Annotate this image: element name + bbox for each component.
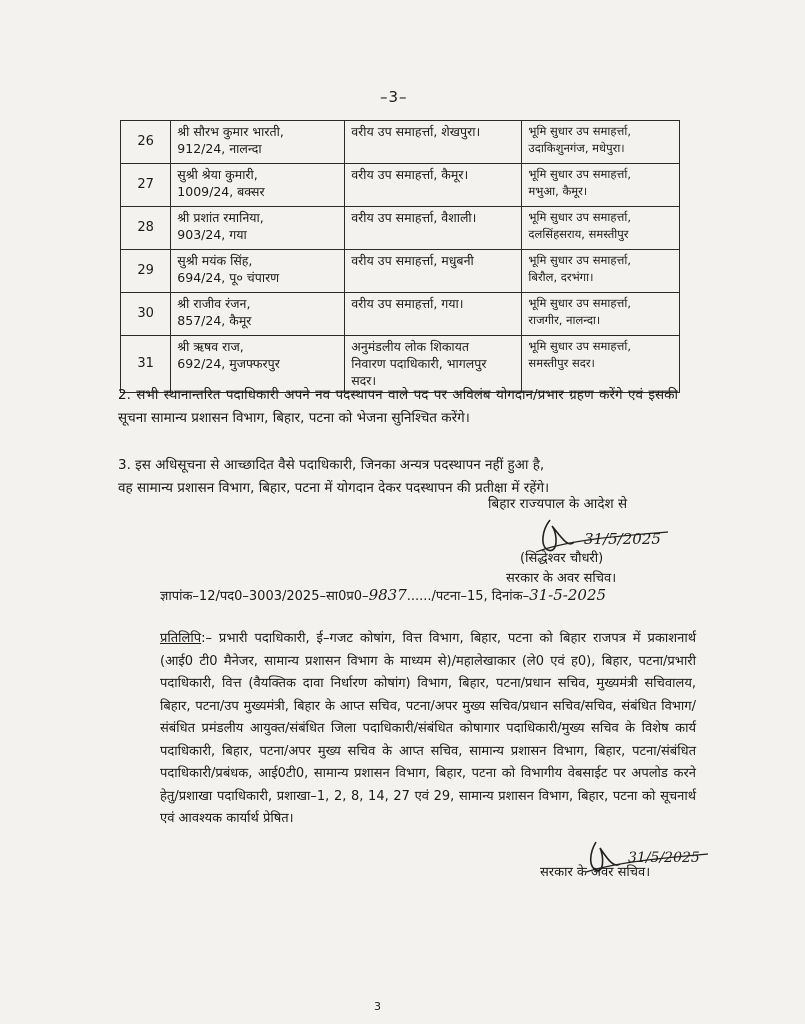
new-post-cell	[522, 207, 680, 250]
new-post-line-2: मभुआ, कैमूर।	[528, 184, 588, 198]
table-row	[121, 293, 680, 336]
current-post-cell	[345, 164, 522, 207]
serial-number: 29	[121, 250, 171, 293]
new-post-cell	[522, 293, 680, 336]
page-number: 3	[374, 1000, 381, 1013]
current-post-line-3: सदर।	[351, 373, 377, 388]
paragraph-2: 2. सभी स्थानान्तरित पदाधिकारी अपने नव पदस्थापन वाले पद पर अविलंब योगदान/प्रभार ग्रहण करेंगे एवं इसकी सूचना सामान्य प्रशासन विभाग, बिहार, पटना को भेजना सुनिश्चित करेंगे।	[118, 387, 678, 426]
new-post-line-1: भूमि सुधार उप समाहर्त्ता,	[528, 339, 632, 353]
officer-name: सुश्री श्रेया कुमारी,	[177, 167, 258, 182]
new-post-line-1: भूमि सुधार उप समाहर्त्ता,	[528, 210, 632, 224]
new-post-line-1: भूमि सुधार उप समाहर्त्ता,	[528, 167, 632, 181]
current-post-line-1: वरीय उप समाहर्त्ता, गया।	[351, 296, 464, 311]
signature-date: 31/5/2025	[584, 530, 661, 548]
copy-label: प्रतिलिपि	[160, 631, 202, 646]
signature-2-date: 31/5/2025	[628, 850, 700, 866]
new-post-line-1: भूमि सुधार उप समाहर्त्ता,	[528, 296, 632, 310]
current-post-cell	[345, 293, 522, 336]
current-post-line-1: वरीय उप समाहर्त्ता, वैशाली।	[351, 210, 477, 225]
officer-cell	[171, 164, 345, 207]
officer-batch-home: 694/24, पू० चंपारण	[177, 270, 280, 285]
officer-cell	[171, 207, 345, 250]
page-marker: –3–	[380, 88, 408, 106]
copy-distribution	[160, 628, 696, 831]
table-row	[121, 250, 680, 293]
paragraph-3-line-1: 3. इस अधिसूचना से आच्छादित वैसे पदाधिकारी, जिनका अन्यत्र पदस्थापन नहीं हुआ है,	[118, 457, 545, 473]
current-post-cell	[345, 121, 522, 164]
officer-batch-home: 692/24, मुजफ्फरपुर	[177, 356, 280, 371]
memo-number: 9837	[368, 586, 407, 604]
memo-prefix: ज्ञापांक–12/पद0–3003/2025–सा0प्र0–	[160, 589, 369, 604]
new-post-cell	[522, 250, 680, 293]
officer-batch-home: 912/24, नालन्दा	[177, 141, 262, 156]
officer-name: श्री राजीव रंजन,	[177, 296, 251, 311]
officer-name: श्री सौरभ कुमार भारती,	[177, 124, 284, 139]
current-post-cell	[345, 207, 522, 250]
transfer-table	[120, 120, 680, 393]
current-post-line-1: अनुमंडलीय लोक शिकायत	[351, 339, 470, 354]
serial-number: 26	[121, 121, 171, 164]
new-post-line-2: उदाकिशुनगंज, मधेपुरा।	[528, 141, 625, 155]
officer-batch-home: 1009/24, बक्सर	[177, 184, 265, 199]
current-post-line-2: निवारण पदाधिकारी, भागलपुर	[351, 356, 487, 371]
current-post-line-1: वरीय उप समाहर्त्ता, मधुबनी	[351, 253, 474, 268]
officer-cell	[171, 293, 345, 336]
new-post-line-2: दलसिंहसराय, समस्तीपुर	[528, 227, 629, 241]
officer-name: सुश्री मयंक सिंह,	[177, 253, 253, 268]
officer-name: श्री ऋषव राज,	[177, 339, 244, 354]
officer-batch-home: 857/24, कैमूर	[177, 313, 252, 328]
current-post-line-1: वरीय उप समाहर्त्ता, शेखपुरा।	[351, 124, 481, 139]
signer-name: (सिद्धेश्वर चौधरी)	[520, 551, 604, 566]
officer-name: श्री प्रशांत रमानिया,	[177, 210, 264, 225]
serial-number: 27	[121, 164, 171, 207]
new-post-line-2: समस्तीपुर सदर।	[528, 356, 595, 370]
serial-number: 30	[121, 293, 171, 336]
signer-title: सरकार के अवर सचिव।	[506, 571, 617, 586]
governor-order-line: बिहार राज्यपाल के आदेश से	[488, 496, 628, 512]
serial-number: 31	[121, 336, 171, 393]
new-post-line-1: भूमि सुधार उप समाहर्त्ता,	[528, 124, 632, 138]
officer-cell	[171, 250, 345, 293]
serial-number: 28	[121, 207, 171, 250]
memo-reference	[160, 586, 606, 604]
new-post-line-1: भूमि सुधार उप समाहर्त्ता,	[528, 253, 632, 267]
table-row	[121, 164, 680, 207]
current-post-cell	[345, 250, 522, 293]
table-row	[121, 207, 680, 250]
memo-date: 31-5-2025	[529, 586, 607, 604]
current-post-line-1: वरीय उप समाहर्त्ता, कैमूर।	[351, 167, 469, 182]
table-row	[121, 121, 680, 164]
memo-dots: ......	[406, 589, 432, 604]
memo-place: /पटना–15, दिनांक–	[431, 589, 530, 604]
copy-text: :– प्रभारी पदाधिकारी, ई–गजट कोषांग, वित्त विभाग, बिहार, पटना को बिहार राजपत्र में प्रकाशनार्थ (आई0 टी0 मैनेजर, सामान्य प्रशासन विभाग के माध्यम से)/महालेखाकार (ले0 एवं ह0), बिहार, पटना/प्रभारी पदाधिकारी, वित्त (वैयक्तिक दावा निर्धारण कोषांग) विभाग, बिहार, पटना/प्रधान सचिव, मुख्यमंत्री सचिवालय, बिहार, पटना/उप मुख्यमंत्री, बिहार के आप्त सचिव, पटना/अपर मुख्य सचिव/प्रधान सचिव/सचिव, संबंधित विभाग/संबंधित प्रमंडलीय आयुक्त/संबंधित जिला पदाधिकारी/संबंधित कोषागार पदाधिकारी/मुख्य सचिव के विशेष कार्य पदाधिकारी, बिहार, पटना/अपर मुख्य सचिव के आप्त सचिव, सामान्य प्रशासन विभाग, बिहार, पटना/संबंधित पदाधिकारी/प्रबंधक, आई0टी0, सामान्य प्रशासन विभाग, बिहार, पटना को विभागीय वेबसाईट पर अपलोड करने हेतु/प्रशाखा पदाधिकारी, प्रशाखा–1, 2, 8, 14, 27 एवं 29, सामान्य प्रशासन विभाग, बिहार, पटना को सूचनार्थ एवं आवश्यक कार्यार्थ प्रेषित।	[160, 631, 696, 826]
paragraph-3-line-2: वह सामान्य प्रशासन विभाग, बिहार, पटना में योगदान देकर पदस्थापन की प्रतीक्षा में रहेंगे।	[118, 480, 550, 496]
new-post-line-2: राजगीर, नालन्दा।	[528, 313, 601, 327]
officer-batch-home: 903/24, गया	[177, 227, 247, 242]
new-post-cell	[522, 164, 680, 207]
officer-cell	[171, 121, 345, 164]
signer-title-2: सरकार के अवर सचिव।	[540, 865, 651, 880]
new-post-line-2: बिरौल, दरभंगा।	[528, 270, 594, 284]
new-post-cell	[522, 121, 680, 164]
